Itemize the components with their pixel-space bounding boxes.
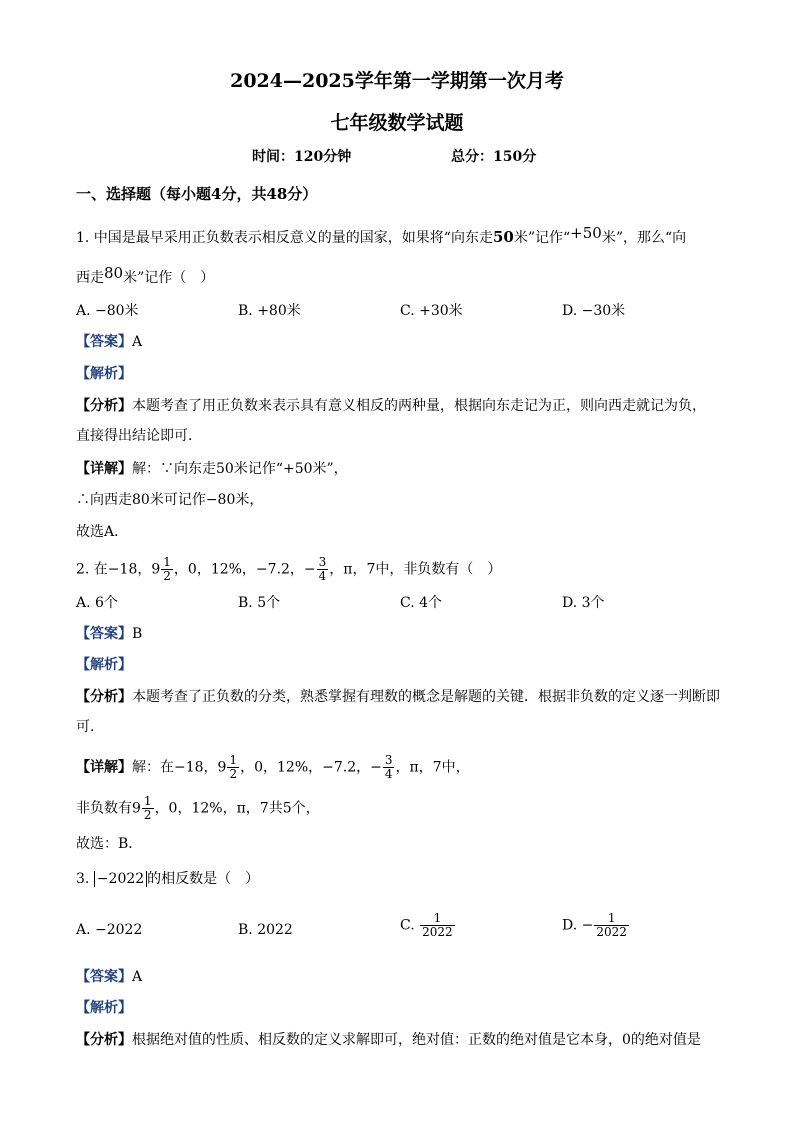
detail-text: 非负数有9 xyxy=(76,800,141,817)
q3-option-a: A. −2022 xyxy=(76,922,143,938)
answer-tag: 【答案】 xyxy=(76,969,132,985)
q3-fenxi-line1 xyxy=(76,1030,701,1050)
q2-stem-text: ，0，12%，−7.2，− xyxy=(173,561,316,578)
q3-stem-text: 的相反数是（ ） xyxy=(147,871,260,887)
fenxi-text: 本题考查了正负数的分类，熟悉掌握有理数的概念是解题的关键．根据非负数的定义逐一判断即 xyxy=(132,689,720,705)
q2-option-b: B. 5个 xyxy=(238,595,281,611)
q2-option-a: A. 6个 xyxy=(76,595,118,611)
fraction-denominator: 2 xyxy=(229,767,238,781)
q2-option-d: D. 3个 xyxy=(562,595,605,611)
q1-analysis-heading xyxy=(76,364,132,384)
exam-total-score: 总分：150分 xyxy=(451,149,537,165)
fraction-numerator: 1 xyxy=(163,555,171,569)
fenxi-tag: 【分析】 xyxy=(76,1032,132,1048)
fenxi-tag: 【分析】 xyxy=(76,689,132,705)
answer-value: A xyxy=(132,969,143,985)
q1-stem-line2 xyxy=(76,264,215,288)
q1-detail-line2: ∴向西走80米可记作−80米， xyxy=(76,492,264,508)
q2-answer xyxy=(76,624,142,644)
fraction-one-half xyxy=(227,754,239,781)
q2-fenxi-line1 xyxy=(76,687,720,707)
q1-stem-number: 80 xyxy=(104,264,124,282)
q3-analysis-heading xyxy=(76,998,132,1018)
analysis-tag: 【解析】 xyxy=(76,1000,132,1016)
option-label: D. − xyxy=(562,917,594,934)
q1-option-b: B. +80米 xyxy=(238,303,301,319)
fraction-denominator: 4 xyxy=(384,767,393,781)
analysis-tag: 【解析】 xyxy=(76,366,132,382)
q3-number: 3. xyxy=(76,871,90,887)
fraction-numerator: 3 xyxy=(384,753,393,767)
q2-detail-line1 xyxy=(76,754,470,781)
q3-answer xyxy=(76,967,142,987)
fraction-numerator: 3 xyxy=(318,555,327,569)
fenxi-tag: 【分析】 xyxy=(76,398,132,414)
fraction-one-half xyxy=(161,556,173,583)
fraction-numerator: 1 xyxy=(229,753,238,767)
fraction-three-quarters xyxy=(317,556,329,583)
fraction-numerator: 1 xyxy=(420,912,455,926)
detail-text: 解：在−18，9 xyxy=(132,759,227,776)
q2-stem xyxy=(76,556,501,583)
fraction-one-half xyxy=(142,795,154,822)
q1-stem-text: 米”记作（ ） xyxy=(123,270,215,286)
detail-text: ，0，12%，π，7共5个， xyxy=(154,800,320,817)
section-heading: 一、选择题（每小题4分，共48分） xyxy=(76,185,318,203)
answer-value: B xyxy=(132,626,143,642)
fraction-denominator: 2 xyxy=(163,569,171,583)
xiangjie-tag: 【详解】 xyxy=(76,759,132,776)
q1-option-d: D. −30米 xyxy=(562,303,626,319)
q2-analysis-heading xyxy=(76,655,132,675)
option-fraction xyxy=(420,912,455,939)
q2-stem-text: ，π，7中，非负数有（ ） xyxy=(329,561,502,578)
q1-detail-line1 xyxy=(76,459,348,479)
fraction-denominator: 4 xyxy=(318,569,327,583)
q1-stem-text: 1. 中国是最早采用正负数表示相反意义的量的国家，如果将“向东走 xyxy=(76,230,493,246)
fenxi-text: 本题考查了用正负数来表示具有意义相反的两种量，根据向东走记为正，则向西走就记为负， xyxy=(132,398,706,414)
fraction-denominator: 2022 xyxy=(422,925,453,939)
q1-answer xyxy=(76,332,142,352)
q1-stem-text: 米”，那么“向 xyxy=(601,230,687,246)
fenxi-text: 根据绝对值的性质、相反数的定义求解即可，绝对值：正数的绝对值是它本身，0的绝对值是 xyxy=(132,1032,701,1048)
fraction-numerator: 1 xyxy=(594,912,629,926)
fraction-numerator: 1 xyxy=(143,794,152,808)
option-label: C. xyxy=(400,917,415,934)
q3-stem xyxy=(76,869,259,889)
q1-fenxi-line1 xyxy=(76,396,706,416)
q1-fenxi-line2: 直接得出结论即可． xyxy=(76,428,202,444)
exam-subtitle: 七年级数学试题 xyxy=(330,112,464,134)
answer-tag: 【答案】 xyxy=(76,626,132,642)
q2-option-c: C. 4个 xyxy=(400,595,443,611)
q1-stem-number: +50 xyxy=(570,224,602,242)
q3-option-b: B. 2022 xyxy=(238,922,293,938)
q2-stem-text: 2. 在−18，9 xyxy=(76,561,161,578)
q3-option-c xyxy=(400,912,456,939)
q2-detail-line3: 故选：B． xyxy=(76,836,143,852)
absolute-value-expression: −2022 xyxy=(94,871,147,887)
detail-text: 解：∵向东走50米记作“+50米”， xyxy=(132,461,348,477)
answer-value: A xyxy=(132,334,143,350)
fraction-denominator: 2 xyxy=(143,808,152,822)
q1-option-a: A. −80米 xyxy=(76,303,139,319)
q1-stem-line1 xyxy=(76,224,687,248)
q2-fenxi-line2: 可． xyxy=(76,719,104,735)
answer-tag: 【答案】 xyxy=(76,334,132,350)
q3-option-d xyxy=(562,912,630,939)
q1-detail-line3: 故选A． xyxy=(76,524,129,540)
detail-text: ，0，12%，−7.2，− xyxy=(240,759,382,776)
fraction-denominator: 2022 xyxy=(596,925,627,939)
q1-stem-number: 50 xyxy=(492,228,514,246)
exam-time: 时间：120分钟 xyxy=(252,149,352,165)
q1-stem-text: 西走 xyxy=(76,270,104,286)
q2-detail-line2 xyxy=(76,795,320,822)
fraction-three-quarters xyxy=(383,754,395,781)
option-fraction xyxy=(594,912,629,939)
q1-stem-text: 米”记作“ xyxy=(513,230,571,246)
analysis-tag: 【解析】 xyxy=(76,657,132,673)
xiangjie-tag: 【详解】 xyxy=(76,461,132,477)
q1-option-c: C. +30米 xyxy=(400,303,463,319)
exam-title: 2024—2025学年第一学期第一次月考 xyxy=(230,70,564,92)
detail-text: ，π，7中， xyxy=(395,759,470,776)
